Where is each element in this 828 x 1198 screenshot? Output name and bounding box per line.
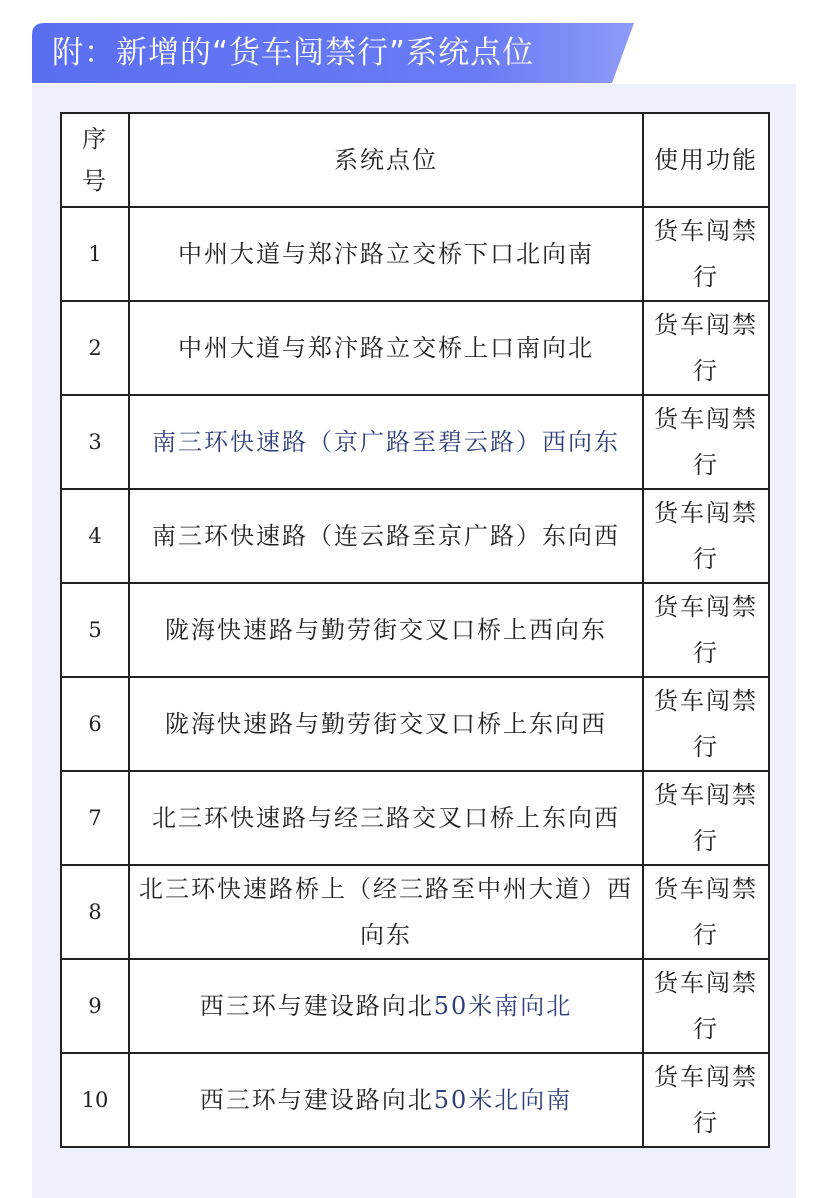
row-function: 货车闯禁行 [643,207,769,301]
header-seq-line1: 序 [82,125,108,153]
table-header-row [61,113,769,207]
row-function: 货车闯禁行 [643,301,769,395]
row-location [129,959,643,1053]
row-function: 货车闯禁行 [643,583,769,677]
header-location: 系统点位 [129,113,643,207]
header-function: 使用功能 [643,113,769,207]
table-row [61,395,769,489]
table-row [61,771,769,865]
table-row [61,1053,769,1147]
row-location-part: 西三环与建设路向北 [199,992,434,1020]
row-location [129,1053,643,1147]
header-seq [61,113,129,207]
row-function: 货车闯禁行 [643,959,769,1053]
row-location: 南三环快速路（连云路至京广路）东向西 [129,489,643,583]
section-banner [32,23,634,83]
row-number: 10 [61,1053,129,1147]
row-number: 4 [61,489,129,583]
row-location: 陇海快速路与勤劳街交叉口桥上西向东 [129,583,643,677]
row-location: 中州大道与郑汴路立交桥上口南向北 [129,301,643,395]
row-function: 货车闯禁行 [643,677,769,771]
table-row [61,207,769,301]
row-location-highlight: 50米南向北 [433,992,573,1020]
row-number: 2 [61,301,129,395]
row-location: 北三环快速路与经三路交叉口桥上东向西 [129,771,643,865]
table-row [61,959,769,1053]
locations-table [60,112,770,1148]
table-row [61,301,769,395]
row-number: 9 [61,959,129,1053]
row-function: 货车闯禁行 [643,1053,769,1147]
table-row [61,865,769,959]
row-location: 中州大道与郑汴路立交桥下口北向南 [129,207,643,301]
row-location: 南三环快速路（京广路至碧云路）西向东 [129,395,643,489]
row-location-highlight: 50米北向南 [433,1086,573,1114]
row-location: 北三环快速路桥上（经三路至中州大道）西向东 [129,865,643,959]
row-number: 6 [61,677,129,771]
table-row [61,677,769,771]
row-location-part: 西三环与建设路向北 [199,1086,434,1114]
row-function: 货车闯禁行 [643,489,769,583]
row-number: 5 [61,583,129,677]
table-row [61,489,769,583]
header-seq-line2: 号 [82,167,108,195]
row-function: 货车闯禁行 [643,771,769,865]
row-number: 1 [61,207,129,301]
row-function: 货车闯禁行 [643,865,769,959]
row-number: 8 [61,865,129,959]
row-location: 陇海快速路与勤劳街交叉口桥上东向西 [129,677,643,771]
row-number: 7 [61,771,129,865]
row-number: 3 [61,395,129,489]
table-row [61,583,769,677]
row-function: 货车闯禁行 [643,395,769,489]
banner-title: 附：新增的“货车闯禁行”系统点位 [52,35,535,71]
